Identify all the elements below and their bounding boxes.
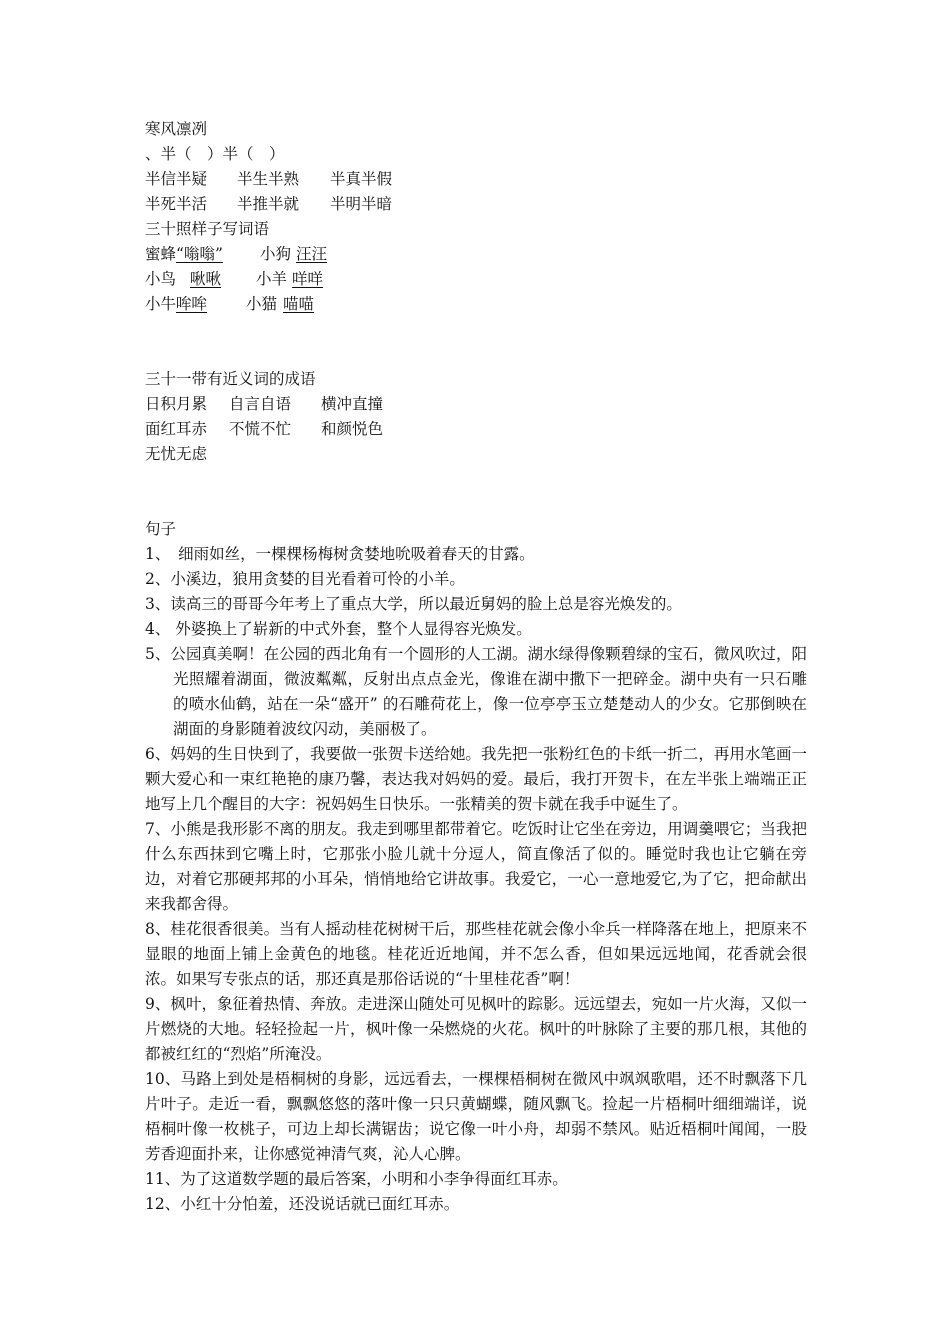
word: 半真半假 <box>330 170 393 188</box>
sound-word: “嗡嗡” <box>176 245 223 263</box>
section-title: 句子 <box>145 520 177 538</box>
sentence-item: 11、为了这道数学题的最后答案，小明和小李争得面红耳赤。 <box>145 1170 568 1188</box>
sound-word: 咩咩 <box>292 270 324 288</box>
imitation-row <box>145 292 328 317</box>
animal-label: 小狗 <box>260 245 292 263</box>
sentence-item: 10、马路上到处是梧桐树的身影，远远看去，一棵棵梧桐树在微风中飒飒歌唱，还不时飘落下几片叶子。走近一看，飘飘悠悠的落叶像一只只黄蝴蝶，随风飘飞。捡起一片梧桐叶细细端详，说梧桐叶像一枚桃子，可边上却长满锯齿；说它像一叶小舟，却弱不禁风。贴近梧桐叶闻闻，一股芳香迎面扑来，让你感觉神清气爽，沁人心脾。 <box>145 1070 807 1163</box>
idiom: 不慌不忙 <box>229 420 292 438</box>
sentence-item: 6、妈妈的生日快到了，我要做一张贺卡送给她。我先把一张粉红色的卡纸一折二，再用水笔画一颗大爱心和一束红艳艳的康乃馨，表达我对妈妈的爱。最后，我打开贺卡，在左半张上端端正正地写上几个醒目的大字：祝妈妈生日快乐。一张精美的贺卡就在我手中诞生了。 <box>145 745 807 813</box>
word-row <box>145 192 392 217</box>
sentence-item: 8、桂花很香很美。当有人摇动桂花树树干后，那些桂花就会像小伞兵一样降落在地上，把原来不显眼的地面上铺上金黄色的地毯。桂花近近地闻，并不怎么香，但如果远远地闻，花香就会很浓。如果写专张点的话，那还真是那俗话说的“十里桂花香”啊！ <box>145 920 807 988</box>
animal-label: 小羊 <box>256 270 288 288</box>
sound-word: 喵喵 <box>283 295 315 313</box>
animal-label: 小牛 <box>145 295 177 313</box>
idiom-row <box>145 417 383 442</box>
sound-word: 啾啾 <box>190 270 222 288</box>
sentence-item: 2、小溪边，狼用贪婪的目光看着可怜的小羊。 <box>145 570 465 588</box>
sentence-list <box>145 542 807 1217</box>
word: 半明半暗 <box>330 195 393 213</box>
heading-line: 寒风凛冽 <box>145 120 208 138</box>
idiom-row <box>145 442 207 467</box>
idiom-row <box>145 392 383 417</box>
sentence-item: 4、 外婆换上了崭新的中式外套，整个人显得容光焕发。 <box>145 620 532 638</box>
word: 半推半就 <box>237 195 300 213</box>
sentence-item: 12、小红十分怕羞，还没说话就已面红耳赤。 <box>145 1195 460 1213</box>
sound-word: 汪汪 <box>296 245 328 263</box>
sentence-item: 3、读高三的哥哥今年考上了重点大学，所以最近舅妈的脸上总是容光焕发的。 <box>145 595 682 613</box>
sound-word: 哞哞 <box>176 295 208 313</box>
sentence-item: 5、公园真美啊！在公园的西北角有一个圆形的人工湖。湖水绿得像颗碧绿的宝石，微风吹过，阳光照耀着湖面，微波粼粼，反射出点点金光，像谁在湖中撒下一把碎金。湖中央有一只石雕的喷水仙鹤，站在一朵“盛开” 的石雕荷花上，像一位亭亭玉立楚楚动人的少女。它那倒映在湖面的身影随着波纹闪动，美丽极了。 <box>145 645 807 738</box>
idiom: 面红耳赤 <box>145 420 208 438</box>
sentence-item: 1、 细雨如丝，一棵棵杨梅树贪婪地吮吸着春天的甘露。 <box>145 545 535 563</box>
idiom: 日积月累 <box>145 395 208 413</box>
imitation-row <box>145 242 336 267</box>
idiom: 横冲直撞 <box>321 395 384 413</box>
sentence-item: 9、枫叶，象征着热情、奔放。走进深山随处可见枫叶的踪影。远远望去，宛如一片火海，又似一片燃烧的大地。轻轻捡起一片，枫叶像一朵燃烧的火花。枫叶的叶脉除了主要的那几根，其他的都被红红的“烈焰”所淹没。 <box>145 995 807 1063</box>
pattern-line: 、半（ ）半（ ） <box>145 145 285 163</box>
idiom: 无忧无虑 <box>145 445 208 463</box>
sentence-item: 7、小熊是我形影不离的朋友。我走到哪里都带着它。吃饭时让它坐在旁边，用调羹喂它；当我把什么东西抹到它嘴上时，它那张小脸儿就十分逗人，简直像活了似的。睡觉时我也让它躺在旁边，对着它那硬邦邦的小耳朵，悄悄地给它讲故事。我爱它，一心一意地爱它,为了它，把命献出来我都舍得。 <box>145 820 807 913</box>
animal-label: 小猫 <box>246 295 278 313</box>
imitation-row <box>145 267 332 292</box>
idiom: 自言自语 <box>229 395 292 413</box>
word-row <box>145 167 392 192</box>
word: 半信半疑 <box>145 170 208 188</box>
animal-label: 蜜蜂 <box>145 245 177 263</box>
section-title: 三十照样子写词语 <box>145 220 270 238</box>
word: 半死半活 <box>145 195 208 213</box>
section-title: 三十一带有近义词的成语 <box>145 370 316 388</box>
idiom: 和颜悦色 <box>321 420 384 438</box>
animal-label: 小鸟 <box>145 270 177 288</box>
word: 半生半熟 <box>237 170 300 188</box>
